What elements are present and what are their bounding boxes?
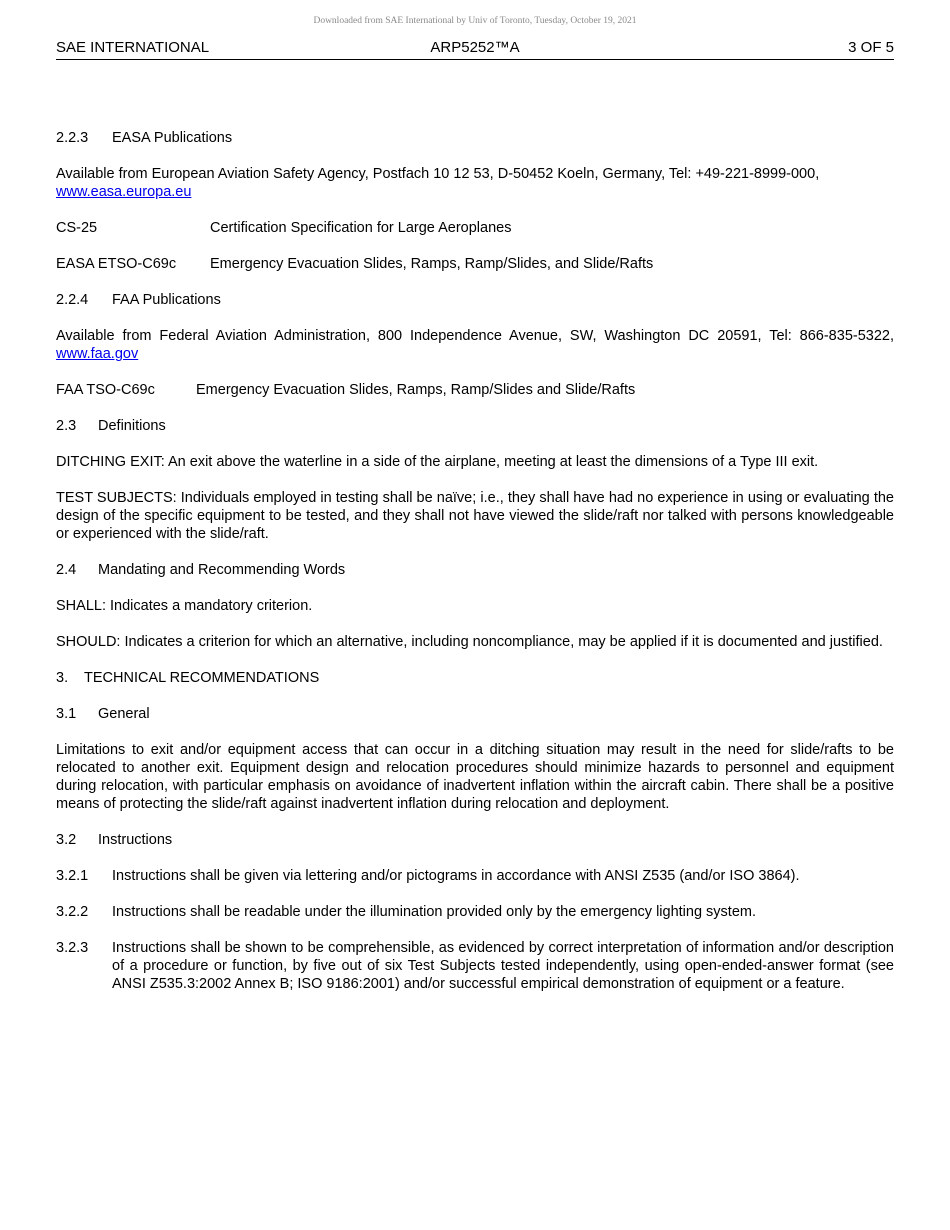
section-title: Definitions [98,418,166,434]
definition-ditching-exit: DITCHING EXIT: An exit above the waterline in a side of the airplane, meeting at least the dimensions of a Type III exit. [56,454,819,470]
definition-should: SHOULD: Indicates a criterion for which an alternative, including noncompliance, may be applied if it is documented and justified. [56,634,883,650]
header-document-id: ARP5252™A [430,39,520,56]
header-page-number: 3 OF 5 [848,39,894,56]
section-heading-2-2-4 [56,291,894,309]
reference-row-tso [56,381,894,399]
section-title: TECHNICAL RECOMMENDATIONS [84,670,320,686]
section-heading-3-1 [56,705,894,723]
section-heading-2-3 [56,417,894,435]
header-organization: SAE INTERNATIONAL [56,39,210,56]
definition-shall: SHALL: Indicates a mandatory criterion. [56,598,313,614]
section-title: General [98,706,150,722]
item-number: 3.2.1 [56,868,89,884]
item-text: Instructions shall be shown to be comprehensible, as evidenced by correct interpretation of information and/or description of a procedure or function, by five out of six Test Subjects tested independently, using open-ended-answer format (see ANSI Z535.3:2002 Annex B; ISO 9186:2001) and/or successful empirical demonstration of equipment or a feature. [112,940,894,992]
item-number: 3.2.3 [56,940,89,956]
item-number: 3.2.2 [56,904,89,920]
easa-availability-paragraph [56,165,894,201]
instruction-item-3-2-3 [56,939,894,993]
section-number: 2.2.3 [56,130,89,146]
section-number: 3.1 [56,706,77,722]
reference-title: Emergency Evacuation Slides, Ramps, Ramp/Slides, and Slide/Rafts [210,256,654,272]
instruction-item-3-2-1 [56,867,894,885]
section-heading-2-2-3 [56,129,894,147]
section-title: Mandating and Recommending Words [98,562,346,578]
reference-row-etso [56,255,894,273]
document-body [56,129,894,1011]
reference-code: FAA TSO-C69c [56,382,155,398]
faa-availability-paragraph [56,327,894,363]
reference-row-cs25 [56,219,894,237]
section-number: 2.2.4 [56,292,89,308]
header-divider [56,59,894,60]
reference-title: Emergency Evacuation Slides, Ramps, Ramp/Slides and Slide/Rafts [196,382,636,398]
faa-website-link[interactable]: www.faa.gov [56,346,139,362]
reference-title: Certification Specification for Large Aeroplanes [210,220,512,236]
section-title: EASA Publications [112,130,233,146]
item-text: Instructions shall be readable under the illumination provided only by the emergency lighting system. [112,904,756,920]
item-text: Instructions shall be given via lettering and/or pictograms in accordance with ANSI Z535 (and/or ISO 3864). [112,868,800,884]
easa-address-text: Available from European Aviation Safety Agency, Postfach 10 12 53, D-50452 Koeln, Germany, Tel: +49-221-8999-000, [56,166,820,182]
section-title: FAA Publications [112,292,221,308]
section-number: 3. [56,670,69,686]
section-heading-3 [56,669,894,687]
section-number: 3.2 [56,832,77,848]
instruction-item-3-2-2 [56,903,894,921]
download-watermark: Downloaded from SAE International by Univ of Toronto, Tuesday, October 19, 2021 [313,16,637,26]
section-heading-3-2 [56,831,894,849]
reference-code: EASA ETSO-C69c [56,256,177,272]
definition-test-subjects: TEST SUBJECTS: Individuals employed in testing shall be naïve; i.e., they shall have had no experience in using or evaluating the design of the specific equipment to be tested, and they shall not have viewed the slide/raft nor talked with persons knowledgeable or experienced with the slide/raft. [56,490,894,542]
general-paragraph: Limitations to exit and/or equipment access that can occur in a ditching situation may result in the need for slide/rafts to be relocated to another exit. Equipment design and relocation procedures should minimize hazards to personnel and equipment during relocation, with particular emphasis on avoidance of inadvertent inflation within the aircraft cabin. There shall be a positive means of protecting the slide/raft against inadvertent inflation during relocation and deployment. [56,742,894,812]
section-title: Instructions [98,832,173,848]
reference-code: CS-25 [56,220,98,236]
page-header [56,39,894,59]
section-number: 2.4 [56,562,77,578]
section-number: 2.3 [56,418,77,434]
section-heading-2-4 [56,561,894,579]
faa-address-text: Available from Federal Aviation Administration, 800 Independence Avenue, SW, Washington DC 20591, Tel: 866-835-5322, [56,328,894,344]
easa-website-link[interactable]: www.easa.europa.eu [56,184,192,200]
